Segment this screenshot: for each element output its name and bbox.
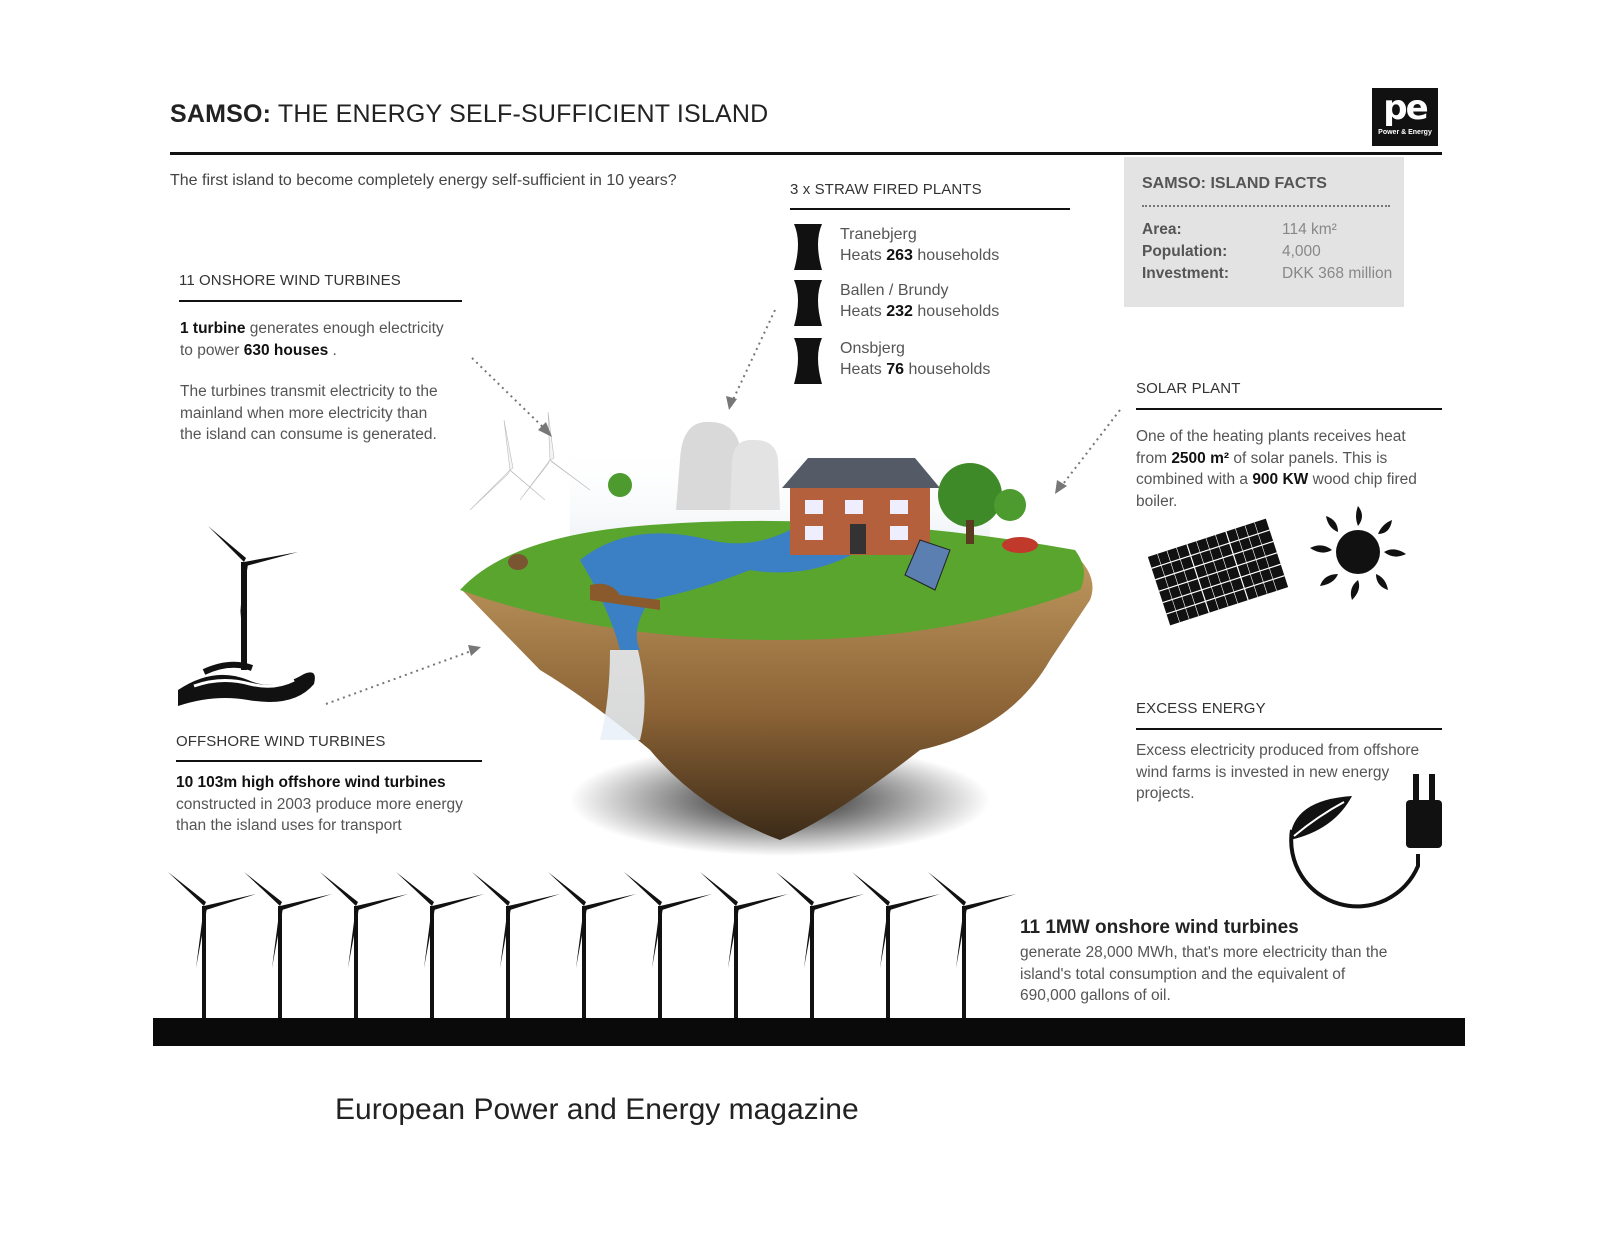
plant-heat-num: 263 bbox=[886, 247, 913, 264]
onshore-para-3: the island can consume is generated. bbox=[180, 426, 437, 443]
turbine-icon bbox=[320, 872, 408, 1022]
solar-bold-1: 2500 m² bbox=[1171, 449, 1230, 467]
plant-heat-post: households bbox=[904, 361, 991, 378]
plant-name: Ballen / Brundy bbox=[840, 282, 949, 299]
onshore-bold-1: 1 turbine bbox=[180, 320, 246, 337]
onshore-turbines-row bbox=[160, 872, 1030, 1022]
turbine-icon bbox=[624, 872, 712, 1022]
solar-line-3a: combined with a bbox=[1136, 471, 1253, 488]
solar-line-2b: of solar panels. This is bbox=[1229, 449, 1388, 467]
offshore-heading: OFFSHORE WIND TURBINES bbox=[176, 733, 386, 750]
solar-bold-2: 900 KW bbox=[1252, 471, 1309, 488]
plant-heat-post: households bbox=[912, 247, 1000, 264]
fact-value: 4,000 bbox=[1282, 243, 1321, 260]
onshore-bold-2: 630 houses bbox=[243, 341, 329, 359]
solar-heading: SOLAR PLANT bbox=[1136, 380, 1241, 397]
solar-line-1: One of the heating plants receives heat bbox=[1136, 428, 1406, 445]
onshore-para-1: The turbines transmit electricity to the bbox=[180, 383, 438, 400]
offshore-line-3: than the island uses for transport bbox=[176, 817, 402, 834]
onshore-mw-block bbox=[1020, 917, 1387, 1007]
plant-heat-num: 232 bbox=[886, 303, 913, 320]
turbine-icon bbox=[928, 872, 1016, 1022]
onshore-mw-line-3: 690,000 gallons of oil. bbox=[1020, 987, 1171, 1004]
turbine-icon bbox=[700, 872, 788, 1022]
turbine-icon bbox=[472, 872, 560, 1022]
page-subtitle: The first island to become completely energy self-sufficient in 10 years? bbox=[170, 172, 677, 189]
title-bold: SAMSO: bbox=[170, 100, 272, 128]
onshore-mw-line-2: island's total consumption and the equivalent of bbox=[1020, 965, 1346, 983]
solar-line-2a: from bbox=[1136, 449, 1172, 467]
fact-value: 114 km² bbox=[1282, 221, 1337, 238]
excess-line-3: projects. bbox=[1136, 785, 1195, 802]
onshore-text-1: generates enough electricity bbox=[245, 320, 444, 337]
onshore-text-2a: to power bbox=[180, 341, 244, 359]
onshore-para-2: mainland when more electricity than bbox=[180, 404, 428, 422]
facts-heading: SAMSO: ISLAND FACTS bbox=[1142, 175, 1327, 192]
plant-name: Onsbjerg bbox=[840, 340, 905, 357]
onshore-mw-line-1: generate 28,000 MWh, that's more electricity than the bbox=[1020, 944, 1388, 961]
straw-heading: 3 x STRAW FIRED PLANTS bbox=[790, 181, 982, 198]
fact-label: Investment: bbox=[1142, 265, 1229, 282]
plant-heat-pre: Heats bbox=[840, 247, 887, 264]
turbine-icon bbox=[168, 872, 256, 1022]
onshore-mw-heading: 11 1MW onshore wind turbines bbox=[1020, 917, 1299, 938]
turbine-icon bbox=[396, 872, 484, 1022]
plant-heat-pre: Heats bbox=[840, 361, 887, 378]
onshore-heading: 11 ONSHORE WIND TURBINES bbox=[179, 272, 401, 289]
logo-text: pe bbox=[1383, 88, 1427, 128]
plant-heat-pre: Heats bbox=[840, 303, 887, 320]
offshore-line-2: constructed in 2003 produce more energy bbox=[176, 795, 463, 813]
excess-line-1: Excess electricity produced from offshore bbox=[1136, 742, 1420, 759]
fact-value: DKK 368 million bbox=[1282, 265, 1393, 282]
plant-heat-post: households bbox=[912, 303, 1000, 320]
turbine-icon bbox=[244, 872, 332, 1022]
logo-subtext: Power & Energy bbox=[1378, 129, 1432, 136]
plant-name: Tranebjerg bbox=[840, 226, 917, 243]
title-rest: THE ENERGY SELF-SUFFICIENT ISLAND bbox=[271, 100, 769, 128]
fact-label: Area: bbox=[1142, 221, 1182, 238]
excess-line-2: wind farms is invested in new energy bbox=[1136, 763, 1390, 781]
onshore-text-2b: . bbox=[328, 341, 337, 359]
plant-heat-num: 76 bbox=[886, 361, 905, 378]
offshore-bold: 10 103m high offshore wind turbines bbox=[176, 774, 446, 791]
solar-line-3b: wood chip fired bbox=[1308, 471, 1417, 488]
ground-bar bbox=[153, 1018, 1465, 1046]
turbine-icon bbox=[852, 872, 940, 1022]
turbine-icon bbox=[548, 872, 636, 1022]
fact-label: Population: bbox=[1142, 243, 1228, 260]
excess-heading: EXCESS ENERGY bbox=[1136, 700, 1266, 717]
solar-line-4: boiler. bbox=[1136, 492, 1178, 510]
turbine-icon bbox=[776, 872, 864, 1022]
source-caption: European Power and Energy magazine bbox=[335, 1093, 859, 1126]
